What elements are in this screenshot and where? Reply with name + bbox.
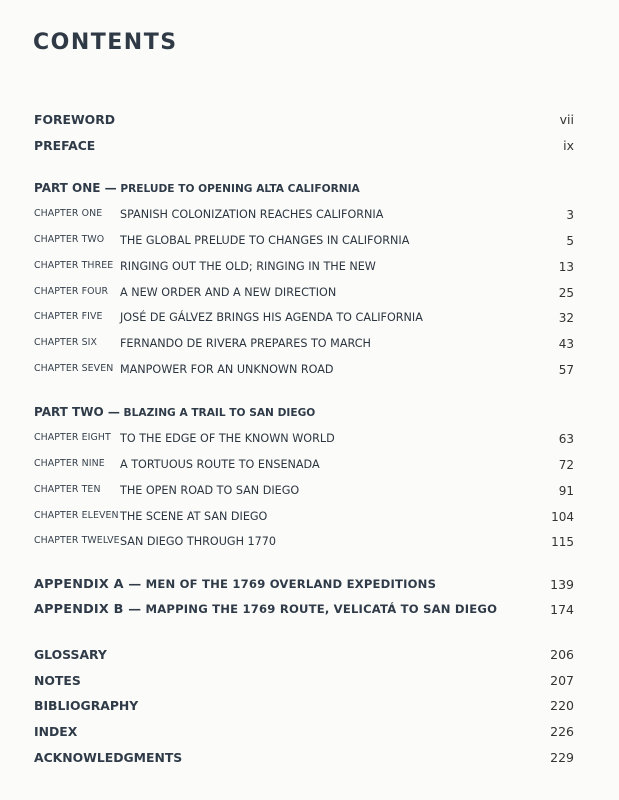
toc-entry-notes[interactable] — [0, 673, 619, 693]
toc-entry-preface[interactable] — [0, 138, 619, 158]
entry-page: 207 — [550, 673, 574, 688]
chapter-page: 13 — [558, 260, 574, 274]
entry-label: BIBLIOGRAPHY — [34, 698, 139, 713]
toc-entry-chapter-five[interactable] — [0, 311, 619, 331]
chapter-title: A TORTUOUS ROUTE TO ENSENADA — [120, 458, 320, 471]
entry-page: vii — [559, 112, 574, 127]
entry-label: PREFACE — [34, 138, 96, 153]
toc-entry-chapter-eleven[interactable] — [0, 510, 619, 530]
chapter-title: SPANISH COLONIZATION REACHES CALIFORNIA — [120, 208, 384, 221]
appendix-label: APPENDIX A — — [34, 577, 142, 592]
chapter-title: A NEW ORDER AND A NEW DIRECTION — [120, 286, 337, 299]
chapter-page: 63 — [558, 432, 574, 446]
chapter-label: CHAPTER SIX — [34, 337, 98, 348]
chapter-title: THE OPEN ROAD TO SAN DIEGO — [120, 484, 300, 497]
chapter-label: CHAPTER TWELVE — [34, 535, 120, 546]
chapter-label: CHAPTER ELEVEN — [34, 510, 119, 521]
appendix-title — [34, 602, 497, 617]
appendix-page: 174 — [550, 602, 574, 617]
toc-entry-chapter-ten[interactable] — [0, 484, 619, 504]
appendix-subtitle: MEN OF THE 1769 OVERLAND EXPEDITIONS — [141, 577, 437, 591]
chapter-page: 104 — [551, 510, 574, 524]
entry-page: 206 — [550, 647, 574, 662]
entry-label: ACKNOWLEDGMENTS — [34, 750, 183, 765]
appendix-subtitle: MAPPING THE 1769 ROUTE, VELICATÁ TO SAN DIEGO — [141, 602, 498, 616]
chapter-page: 72 — [558, 458, 574, 472]
chapter-page: 5 — [566, 234, 574, 248]
entry-page: ix — [563, 138, 574, 153]
entry-label: GLOSSARY — [34, 647, 107, 662]
chapter-title: JOSÉ DE GÁLVEZ BRINGS HIS AGENDA TO CALIFORNIA — [120, 311, 423, 324]
entry-label: INDEX — [34, 724, 78, 739]
part-subtitle: PRELUDE TO OPENING ALTA CALIFORNIA — [116, 183, 360, 195]
toc-entry-chapter-seven[interactable] — [0, 363, 619, 383]
chapter-page: 115 — [551, 535, 574, 549]
toc-entry-chapter-eight[interactable] — [0, 432, 619, 452]
chapter-page: 91 — [558, 484, 574, 498]
entry-label: FOREWORD — [34, 112, 116, 127]
toc-entry-chapter-twelve[interactable] — [0, 535, 619, 555]
part-label: PART ONE — — [34, 181, 117, 195]
chapter-label: CHAPTER NINE — [34, 458, 105, 469]
toc-entry-acknowledgments[interactable] — [0, 750, 619, 770]
chapter-page: 32 — [558, 311, 574, 325]
entry-page: 229 — [550, 750, 574, 765]
toc-entry-chapter-three[interactable] — [0, 260, 619, 280]
entry-page: 220 — [550, 698, 574, 713]
part-heading-one — [0, 181, 619, 201]
toc-entry-chapter-four[interactable] — [0, 286, 619, 306]
chapter-title: THE GLOBAL PRELUDE TO CHANGES IN CALIFORNIA — [120, 234, 410, 247]
chapter-title: TO THE EDGE OF THE KNOWN WORLD — [120, 432, 335, 445]
part-heading-two — [0, 405, 619, 425]
chapter-label: CHAPTER TEN — [34, 484, 101, 495]
chapter-page: 43 — [558, 337, 574, 351]
part-title — [34, 405, 315, 419]
part-title — [34, 181, 360, 195]
chapter-title: MANPOWER FOR AN UNKNOWN ROAD — [120, 363, 334, 376]
toc-entry-index[interactable] — [0, 724, 619, 744]
part-label: PART TWO — — [34, 405, 120, 419]
page-title: CONTENTS — [33, 30, 178, 55]
toc-entry-chapter-nine[interactable] — [0, 458, 619, 478]
chapter-page: 57 — [558, 363, 574, 377]
toc-entry-bibliography[interactable] — [0, 698, 619, 718]
chapter-label: CHAPTER FIVE — [34, 311, 103, 322]
chapter-title: SAN DIEGO THROUGH 1770 — [120, 535, 277, 548]
toc-entry-appendix-b[interactable] — [0, 602, 619, 622]
appendix-page: 139 — [550, 577, 574, 592]
part-subtitle: BLAZING A TRAIL TO SAN DIEGO — [119, 407, 316, 419]
chapter-label: CHAPTER SEVEN — [34, 363, 114, 374]
chapter-page: 25 — [558, 286, 574, 300]
chapter-title: THE SCENE AT SAN DIEGO — [120, 510, 268, 523]
toc-entry-chapter-two[interactable] — [0, 234, 619, 254]
chapter-label: CHAPTER TWO — [34, 234, 105, 245]
chapter-title: RINGING OUT THE OLD; RINGING IN THE NEW — [120, 260, 376, 273]
toc-entry-glossary[interactable] — [0, 647, 619, 667]
appendix-title — [34, 577, 436, 592]
toc-entry-appendix-a[interactable] — [0, 577, 619, 597]
chapter-label: CHAPTER THREE — [34, 260, 114, 271]
toc-entry-chapter-one[interactable] — [0, 208, 619, 228]
chapter-page: 3 — [566, 208, 574, 222]
chapter-label: CHAPTER FOUR — [34, 286, 109, 297]
entry-page: 226 — [550, 724, 574, 739]
chapter-label: CHAPTER EIGHT — [34, 432, 111, 443]
toc-entry-foreword[interactable] — [0, 112, 619, 132]
chapter-label: CHAPTER ONE — [34, 208, 103, 219]
appendix-label: APPENDIX B — — [34, 602, 142, 617]
toc-entry-chapter-six[interactable] — [0, 337, 619, 357]
chapter-title: FERNANDO DE RIVERA PREPARES TO MARCH — [120, 337, 371, 350]
entry-label: NOTES — [34, 673, 81, 688]
